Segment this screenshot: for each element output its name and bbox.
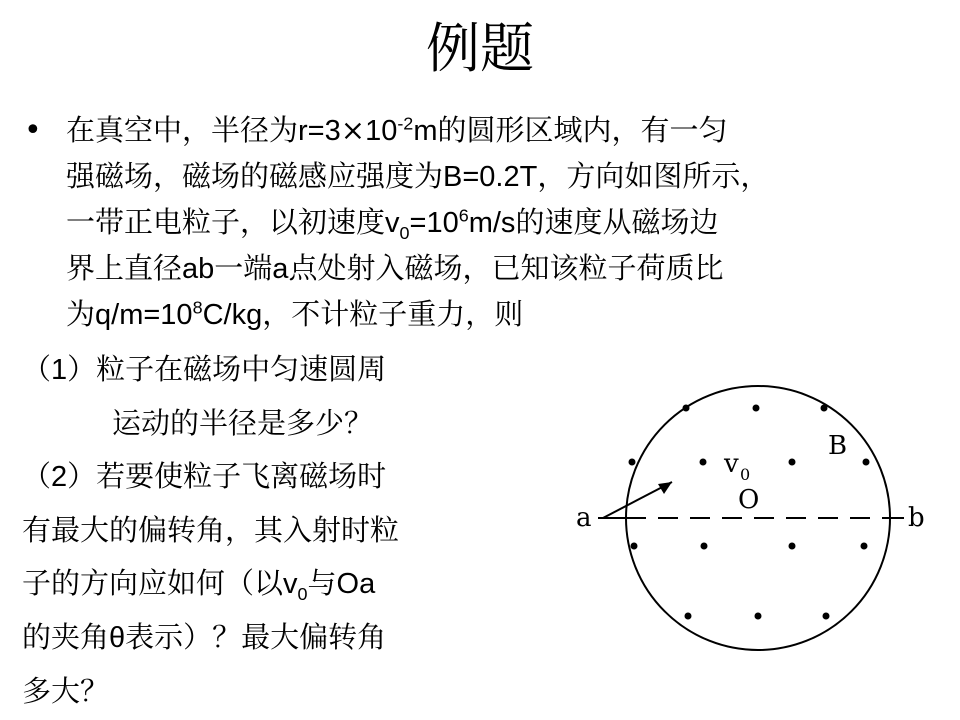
velocity-subscript: 0 [297,583,308,604]
question-2-line-3 [22,557,542,611]
field-dot [755,613,762,620]
field-b-label: B [828,431,848,461]
text: 表示）？最大偏转角 [125,620,387,654]
point-a-label: a [576,503,592,533]
unit: m [413,115,438,147]
problem-line-1 [66,108,936,154]
charge-mass-ratio: q/m=10 [95,299,193,331]
text: 子的方向应如何（以 [22,566,284,600]
field-dot [685,613,692,620]
velocity-label-subscript: 0 [740,465,751,484]
center-o-label: O [738,485,760,515]
question-2-line-5: 多大？ [22,674,110,708]
field-dot [701,543,708,550]
velocity-symbol: v [283,568,298,600]
question-1-line-2: 运动的半径是多少？ [112,406,374,440]
velocity-value: =10 [409,207,459,239]
field-value: B=0.2T [443,161,538,193]
text: 在真空中，半径为 [66,113,299,147]
question-1-line-1 [22,343,542,397]
text: 的夹角 [22,620,110,654]
question-2-line-4 [22,611,542,665]
text: 为 [66,297,96,331]
field-dot [631,543,638,550]
text: 界上直径 [66,251,183,285]
unit: C/kg [202,299,263,331]
velocity-subscript: 0 [399,222,410,243]
field-dot [629,459,636,466]
point-b-label: b [908,503,925,533]
velocity-symbol: v [385,207,400,239]
unit: m/s [468,207,516,239]
text: 一带正电粒子，以初速度 [66,205,386,239]
question-2-line-1 [22,450,542,504]
segment-label: Oa [336,568,376,600]
questions [22,343,542,718]
field-dot [789,543,796,550]
text: ，不计粒子重力，则 [262,297,524,331]
radius-value: r=3 [298,115,341,147]
paren: （ [22,459,52,493]
text: 强磁场，磁场的磁感应强度为 [66,159,444,193]
velocity-label: v [724,449,739,479]
field-dot [789,459,796,466]
field-dot [823,613,830,620]
exponent: 8 [192,297,203,318]
theta-symbol: θ [109,622,126,654]
text: ，方向如图所示， [537,159,770,193]
field-dot [700,459,707,466]
point-label: a [272,253,289,285]
problem-line-2 [66,154,936,200]
bullet-icon: • [24,113,42,148]
field-dot [861,543,868,550]
question-number: 1 [51,354,68,386]
exponent: 6 [458,205,469,226]
text: ）若要使粒子飞离磁场时 [67,459,387,493]
problem-line-4 [66,246,936,292]
field-dot [753,405,760,412]
field-dot [863,459,870,466]
text: 的速度从磁场边 [515,205,719,239]
text: 一端 [214,251,273,285]
question-2-line-2: 有最大的偏转角，其入射时粒 [22,513,400,547]
slide-title: 例题 [426,17,534,80]
magnetic-field-figure [568,372,928,712]
field-dot [683,405,690,412]
base-ten: 10 [365,115,398,147]
problem-line-5 [66,292,936,338]
problem-line-3 [66,200,936,246]
text: 的圆形区域内，有一匀 [437,113,728,147]
exponent: -2 [397,113,414,134]
question-number: 2 [51,461,68,493]
paren: （ [22,352,52,386]
times-sign: × [340,113,366,147]
field-diagram [568,372,928,712]
text: 点处射入磁场，已知该粒子荷质比 [288,251,724,285]
text: 与 [307,566,337,600]
diameter-label: ab [182,253,215,285]
text: ）粒子在磁场中匀速圆周 [67,352,387,386]
field-dot [821,405,828,412]
